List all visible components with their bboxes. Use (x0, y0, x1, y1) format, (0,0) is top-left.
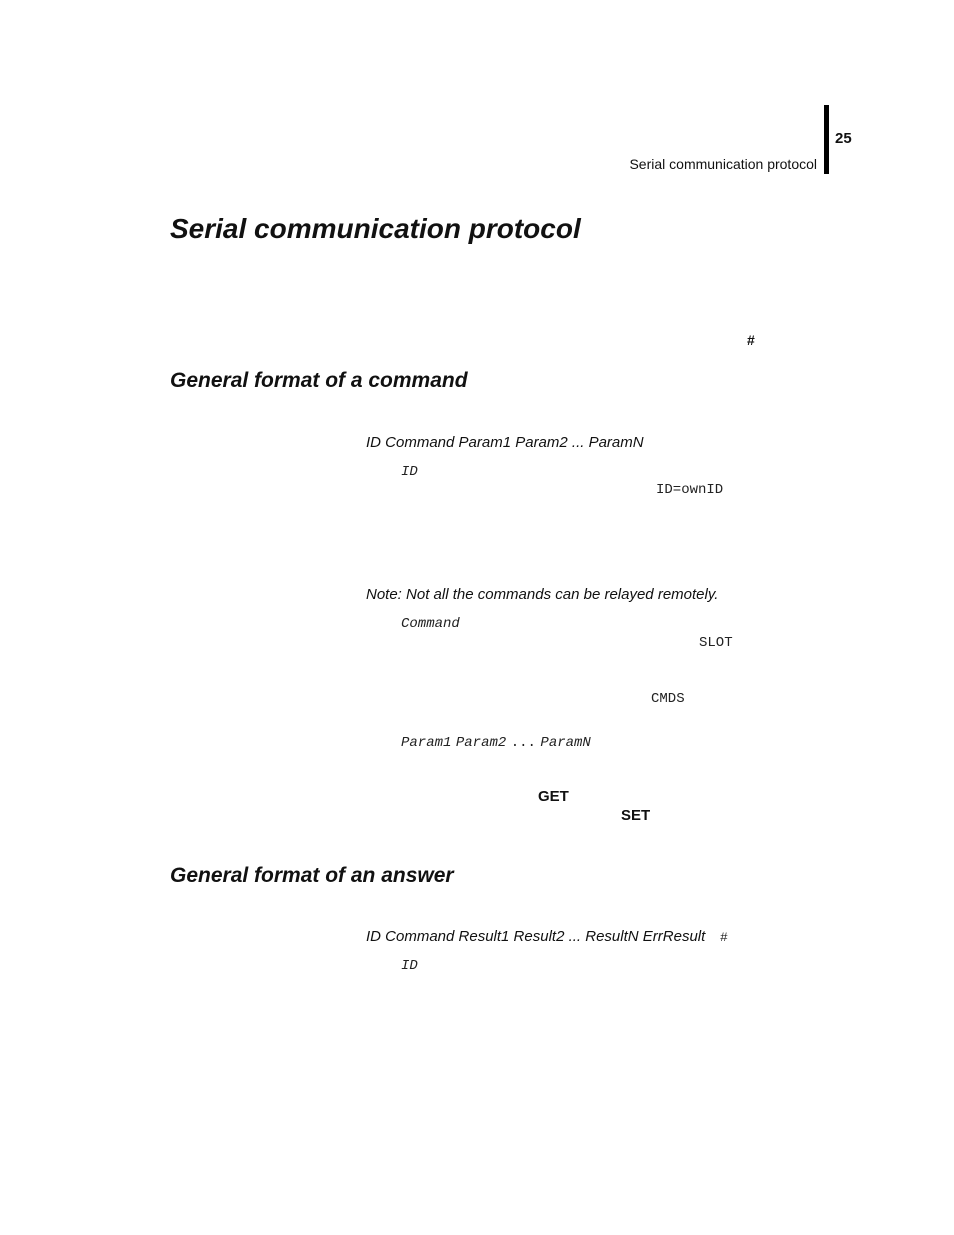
id-term: ID (401, 464, 418, 480)
answer-hash-symbol: # (720, 930, 728, 945)
param1-term: Param1 (401, 735, 452, 751)
param2-term: Param2 (455, 735, 507, 751)
slot-term: SLOT (699, 635, 733, 651)
section-heading-answer: General format of an answer (170, 864, 454, 887)
get-keyword: GET (538, 788, 569, 805)
relay-note: Note: Not all the commands can be relayed remotely. (366, 586, 719, 603)
running-header-title: Serial communication protocol (629, 156, 817, 172)
page-number: 25 (835, 130, 852, 147)
command-syntax: ID Command Param1 Param2 ... ParamN (366, 434, 644, 451)
cmds-term: CMDS (651, 691, 685, 707)
answer-syntax: ID Command Result1 Result2 ... ResultN ErrResult (366, 928, 706, 945)
params-ellipsis: ... (510, 735, 536, 751)
section-heading-command: General format of a command (170, 369, 468, 392)
answer-id-term: ID (401, 958, 418, 974)
set-keyword: SET (621, 807, 651, 824)
paramn-term: ParamN (540, 735, 591, 751)
page-title: Serial communication protocol (170, 213, 581, 244)
hash-symbol: # (747, 332, 755, 348)
params-term (401, 733, 591, 751)
command-term: Command (401, 616, 460, 632)
header-rule (824, 105, 829, 174)
id-value: ID=ownID (656, 482, 724, 498)
